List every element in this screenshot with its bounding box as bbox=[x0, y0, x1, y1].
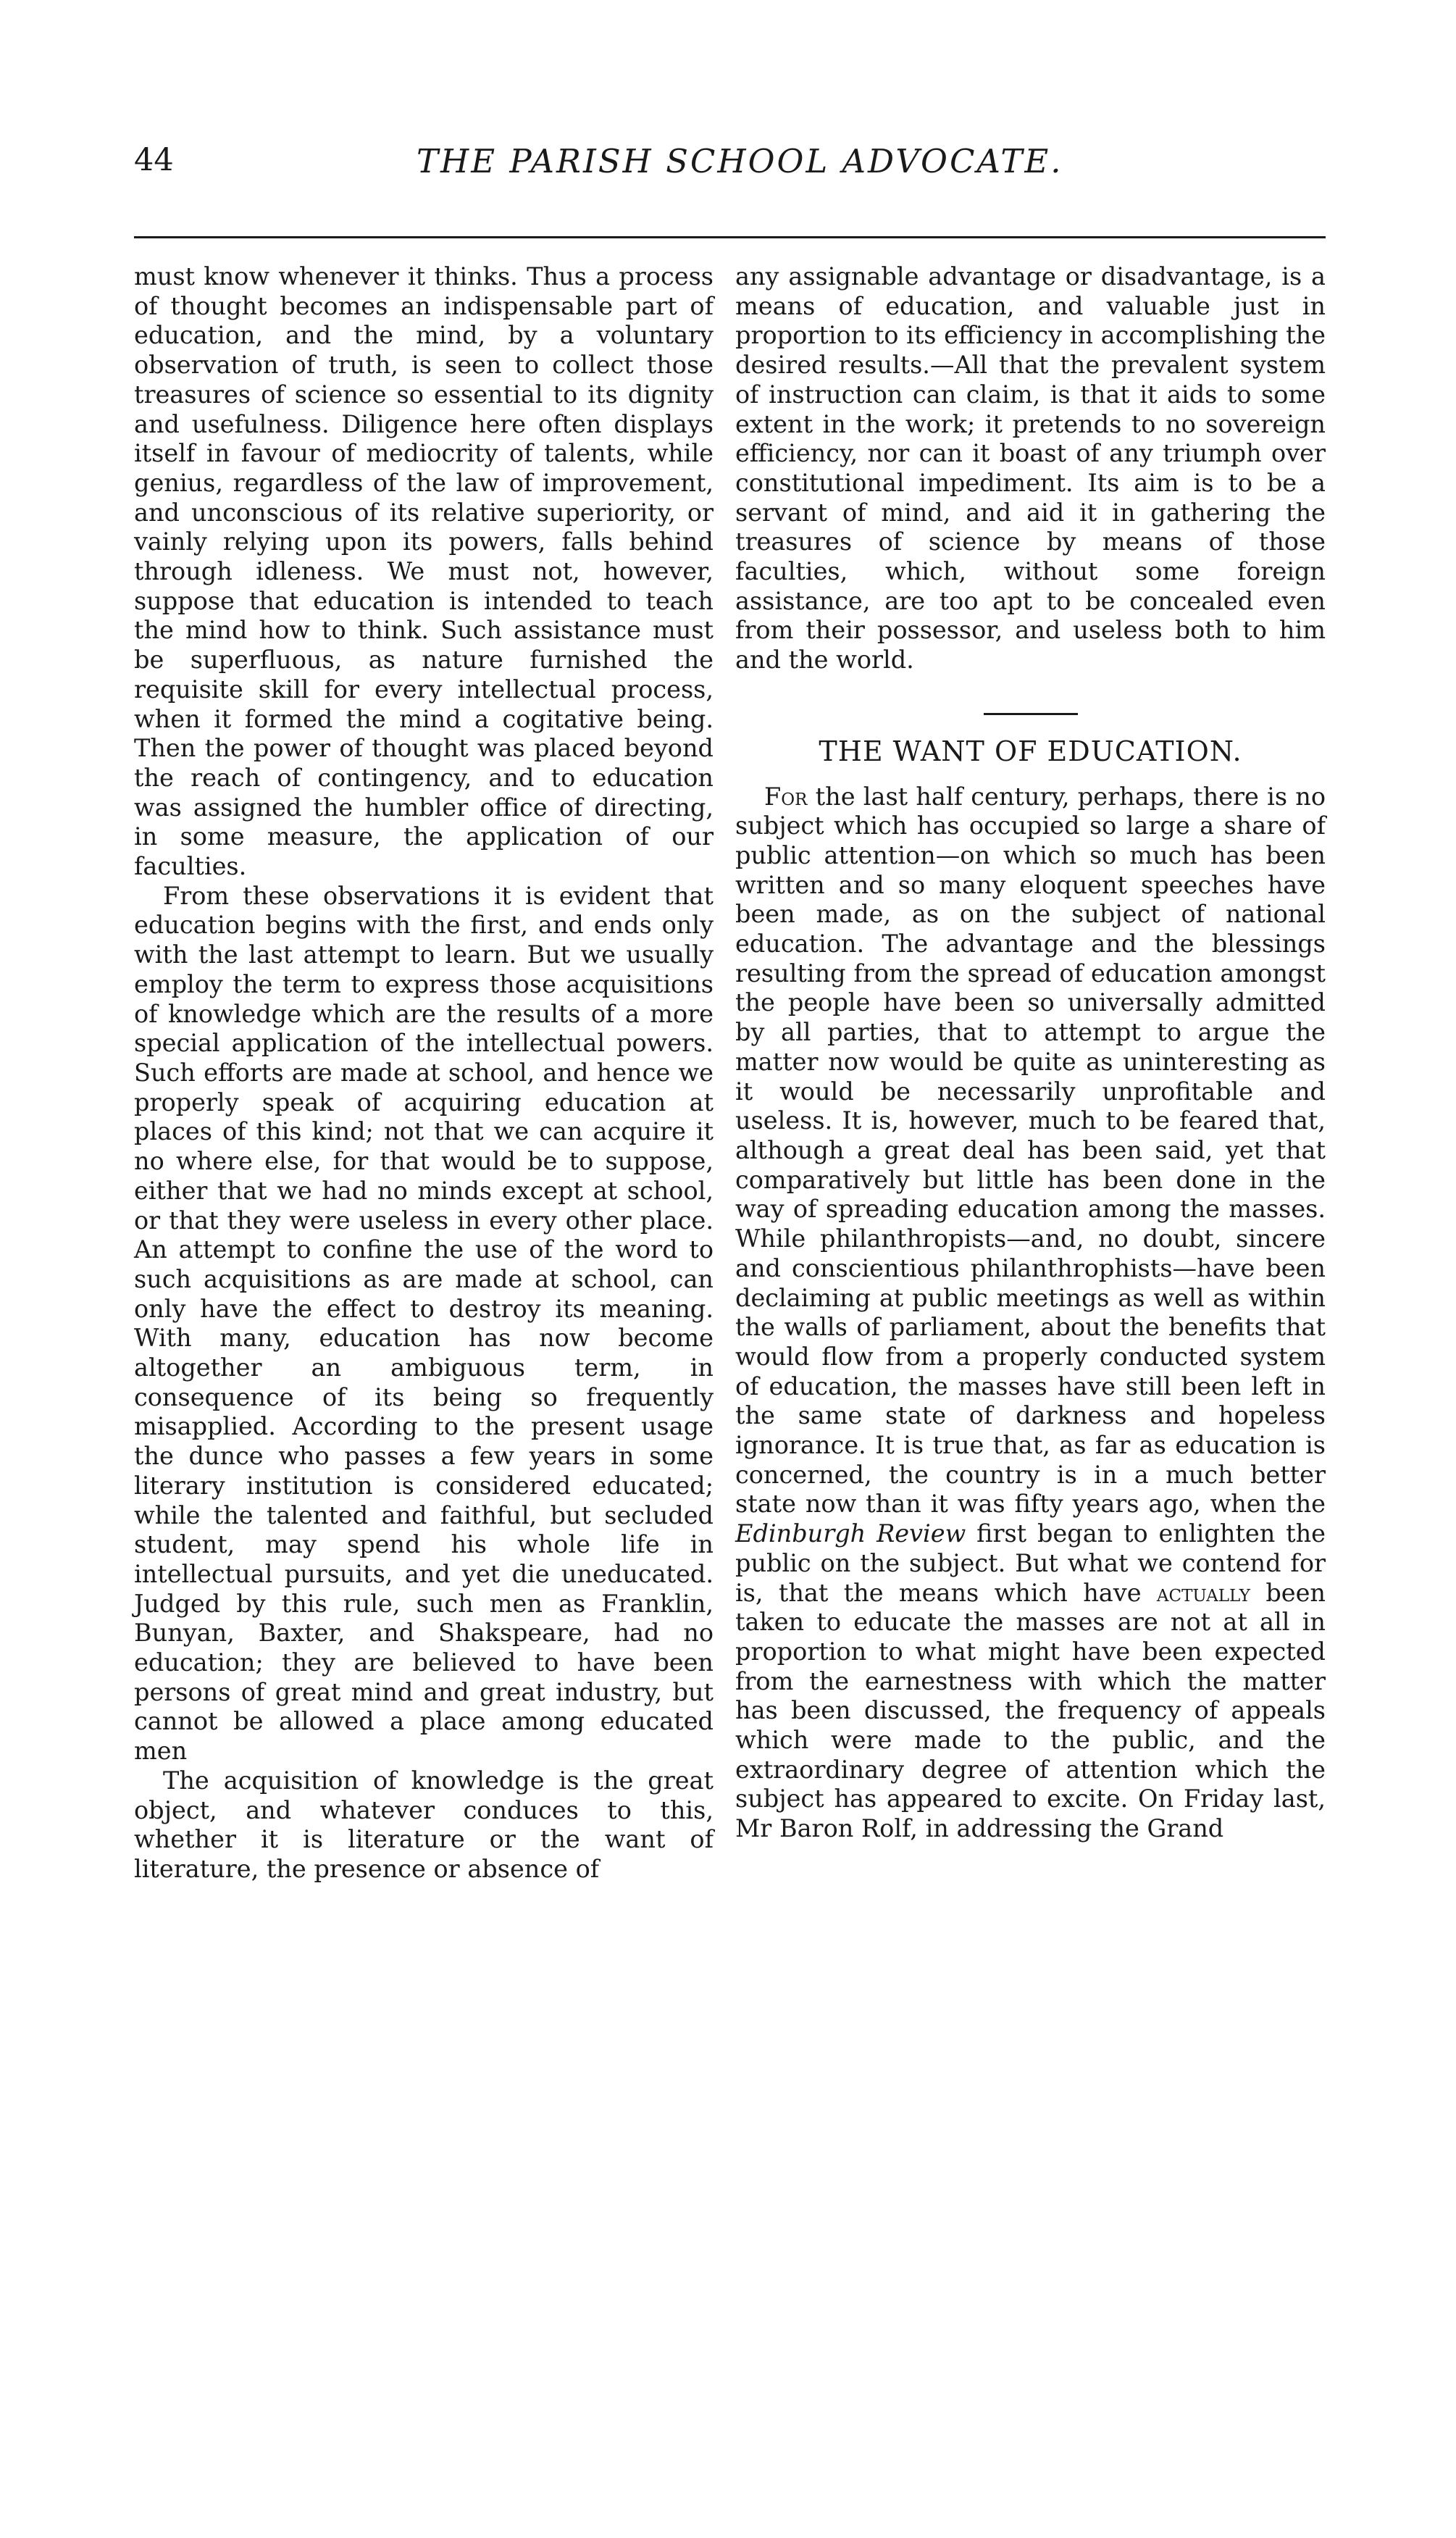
periodical-title: Edinburgh Review bbox=[735, 1519, 966, 1548]
article-paragraph bbox=[735, 782, 1326, 1844]
article-text: first began to enlighten the public on the subject. But what we contend for is, that the means which have bbox=[735, 1519, 1326, 1607]
right-column bbox=[735, 262, 1326, 1844]
page-number: 44 bbox=[134, 142, 174, 178]
running-head bbox=[134, 142, 1326, 193]
section-divider bbox=[984, 713, 1078, 715]
journal-title: THE PARISH SCHOOL ADVOCATE. bbox=[417, 142, 1063, 180]
lead-word: For bbox=[764, 782, 808, 811]
paragraph: From these observations it is evident that education begins with the first, and ends only with the last attempt to learn. But we usually employ the term to express those acquisitions of knowledge which are the results of a more special application of the intellectual powers. Such efforts are made at school, and hence we properly speak of acquiring education at places of this kind; not that we can acquire it no where else, for that would be to suppose, either that we had no minds except at school, or that they were useless in every other place. An attempt to confine the use of the word to such acquisitions as are made at school, can only have the effect to destroy its meaning. With many, education has now become altogether an ambiguous term, in consequence of its being so frequently misapplied. According to the present usage the dunce who passes a few years in some literary institution is considered educated; while the talented and faithful, but secluded student, may spend his whole life in intellectual pursuits, and yet die uneducated. Judged by this rule, such men as Franklin, Bunyan, Baxter, and Shakspeare, had no education; they are believed to have been persons of great mind and great industry, but cannot be allowed a place among educated men bbox=[134, 881, 714, 1766]
paragraph: The acquisition of knowledge is the great object, and whatever conduces to this, whether it is literature or the want of literature, the presence or absence of bbox=[134, 1766, 714, 1883]
article-text: been taken to educate the masses are not at all in proportion to what might have been expected from the earnestness with which the matter has been discussed, the frequency of appeals which were made to the public, and the extraordinary degree of attention which the subject has appeared to excite. On Friday last, Mr Baron Rolf, in addressing the Grand bbox=[735, 1578, 1326, 1843]
paragraph-continued: any assignable advantage or disadvantage, is a means of education, and valuable just in proportion to its efficiency in accomplishing the desired results.—All that the prevalent system of instruction can claim, is that it aids to some extent in the work; it pretends to no sovereign efficiency, nor can it boast of any triumph over constitutional impediment. Its aim is to be a servant of mind, and aid it in gathering the treasures of science by means of those faculties, which, without some foreign assistance, are too apt to be concealed even from their possessor, and useless both to him and the world. bbox=[735, 262, 1326, 675]
left-column bbox=[134, 262, 714, 1884]
paragraph: must know whenever it thinks. Thus a process of thought becomes an indispensable part of education, and the mind, by a voluntary observation of truth, is seen to collect those treasures of science so essential to its dignity and usefulness. Diligence here often displays itself in favour of mediocrity of talents, while genius, regardless of the law of improvement, and unconscious of its relative superiority, or vainly relying upon its powers, falls behind through idleness. We must not, however, suppose that education is intended to teach the mind how to think. Such assistance must be superfluous, as nature furnished the requisite skill for every intellectual process, when it formed the mind a cogitative being. Then the power of thought was placed beyond the reach of contingency, and to education was assigned the humbler office of directing, in some measure, the application of our faculties. bbox=[134, 262, 714, 881]
section-heading: THE WANT OF EDUCATION. bbox=[819, 735, 1242, 767]
emphasis-word: actually bbox=[1156, 1578, 1250, 1607]
article-text: the last half century, perhaps, there is no subject which has occupied so large a share of public attention—on which so much has been written and so many eloquent speeches have been made, as on the subject of national education. The advantage and the blessings resulting from the spread of education amongst the people have been so universally admitted by all parties, that to attempt to argue the matter now would be quite as uninteresting as it would be necessarily unprofitable and useless. It is, however, much to be feared that, although a great deal has been said, yet that comparatively but little has been done in the way of spreading education among the masses. While philanthropists—and, no doubt, sincere and conscientious philanthrophists—have been declaiming at public meetings as well as within the walls of parliament, about the benefits that would flow from a properly conducted system of education, the masses have still been left in the same state of darkness and hopeless ignorance. It is true that, as far as education is concerned, the country is in a much better state now than it was fifty years ago, when the bbox=[735, 782, 1326, 1519]
header-rule bbox=[134, 236, 1326, 238]
